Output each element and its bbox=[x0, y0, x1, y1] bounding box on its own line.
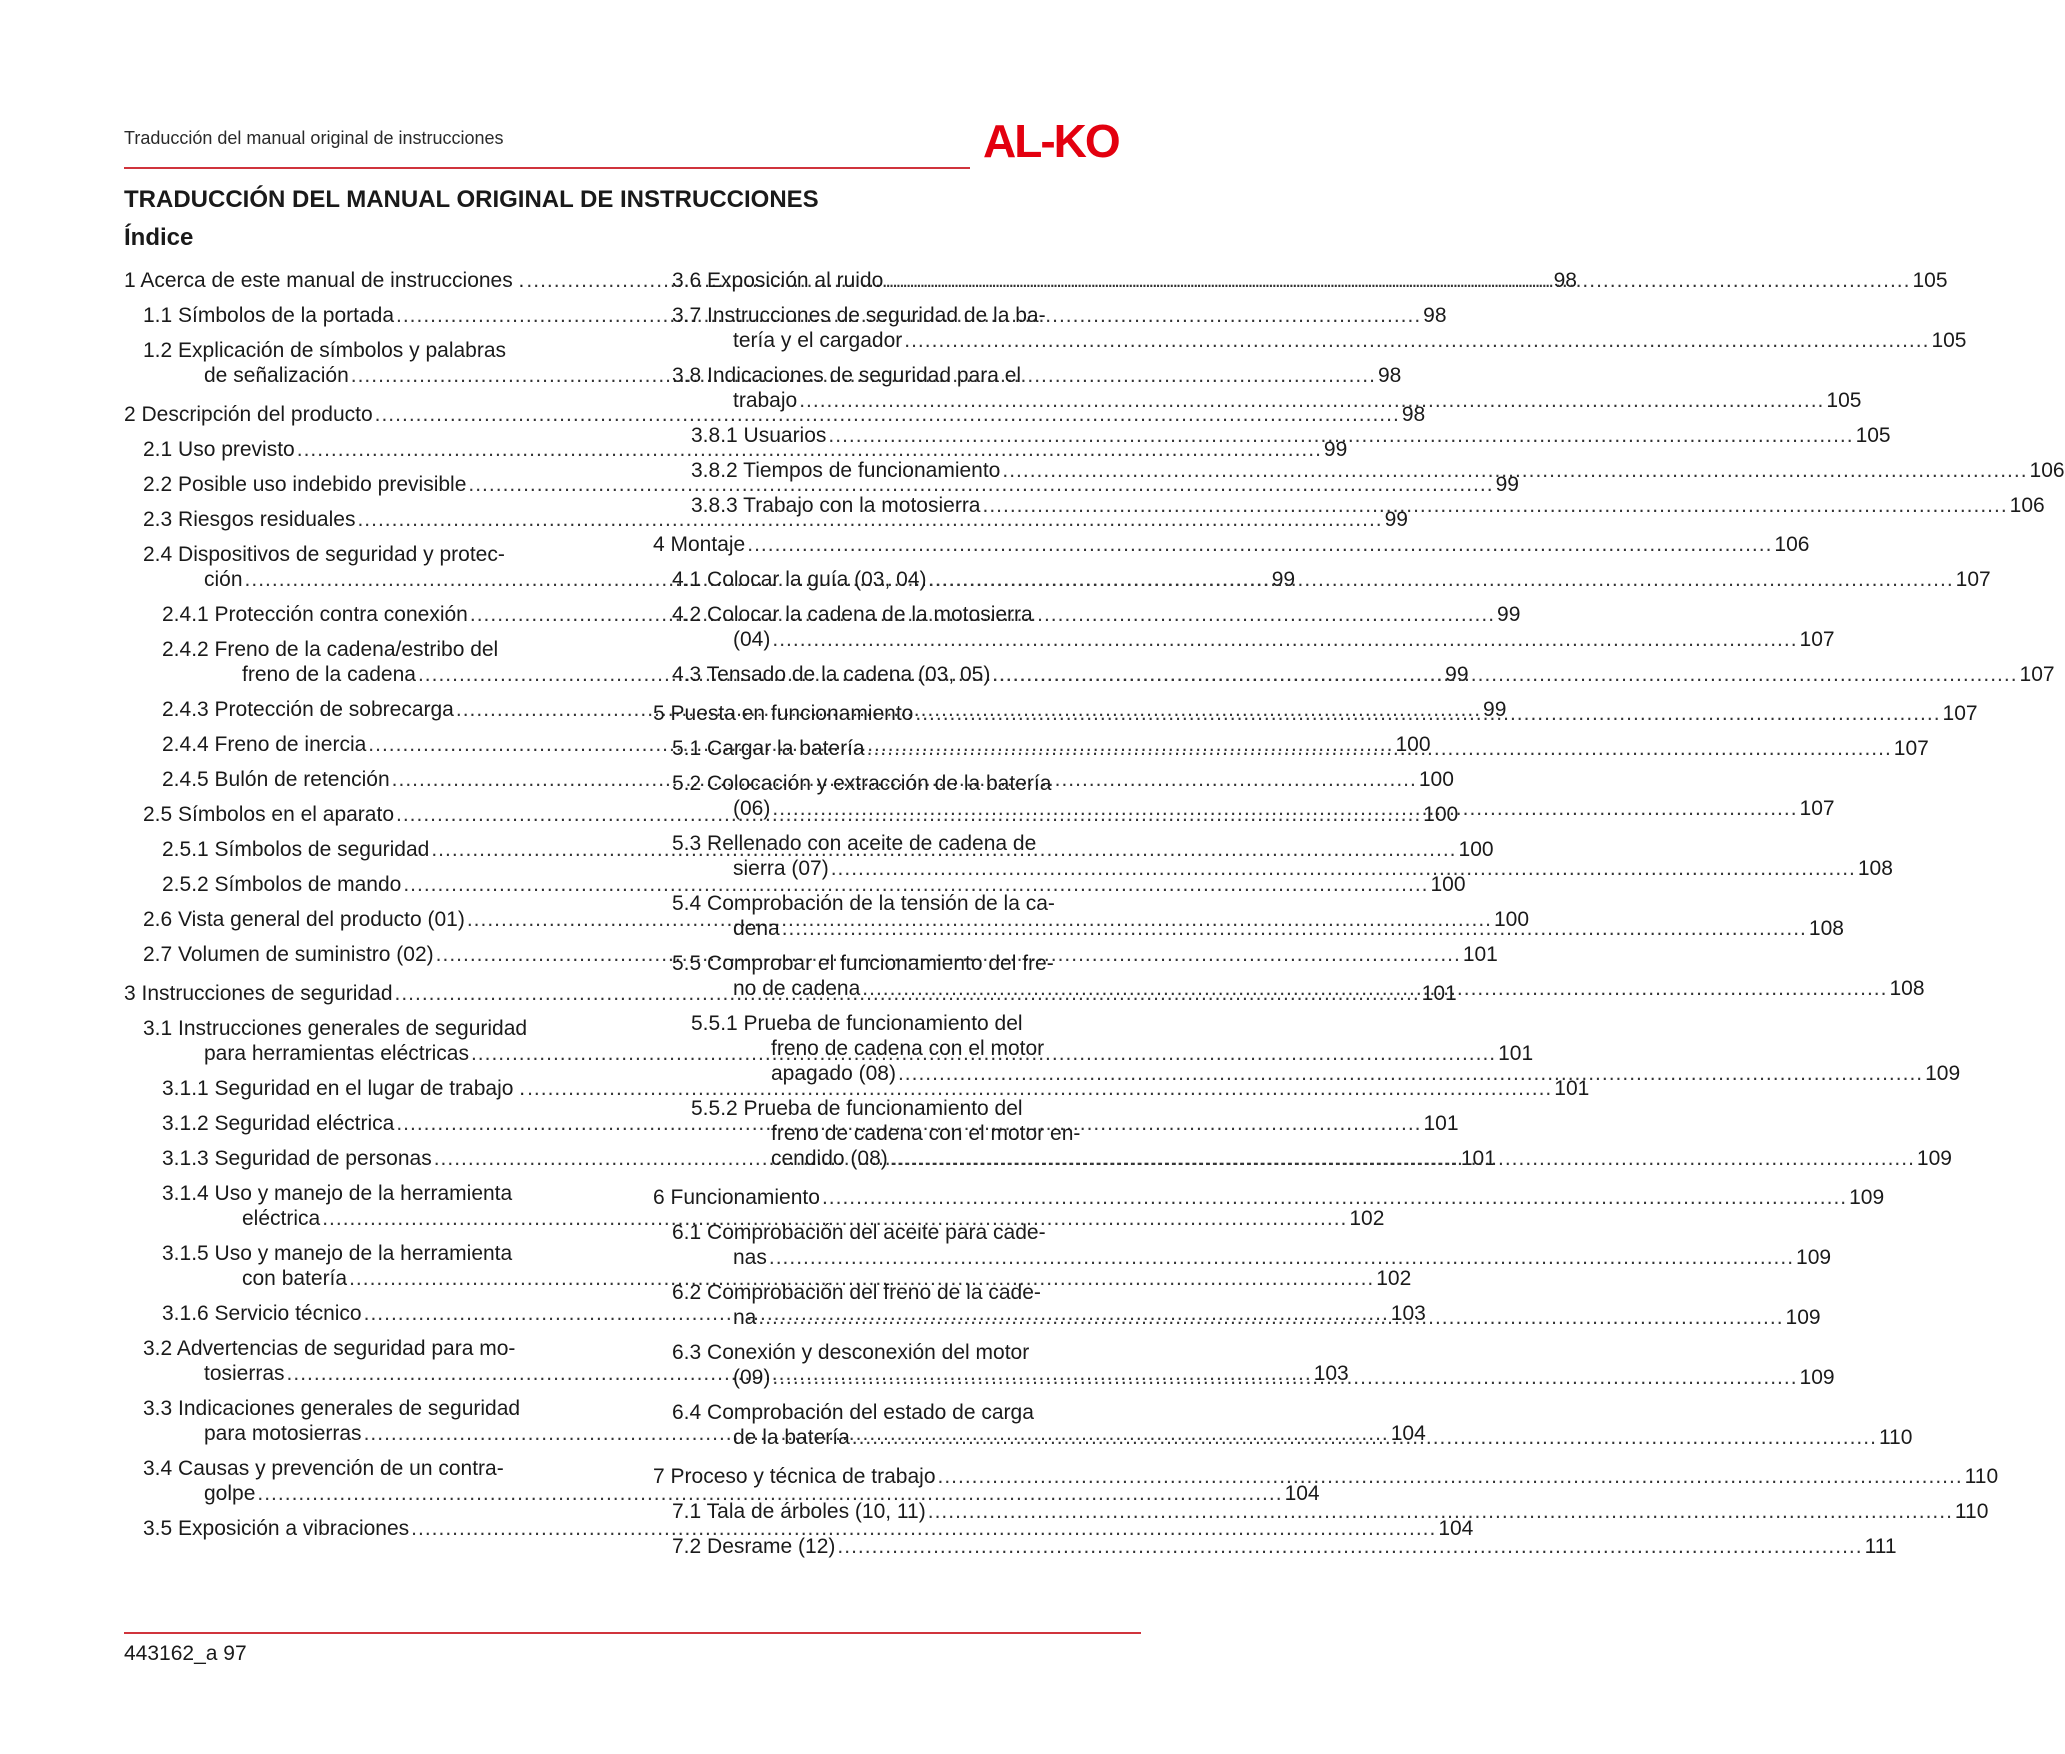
toc-page-number: 99 bbox=[1483, 698, 1507, 721]
toc-leader-dots bbox=[799, 389, 1824, 412]
toc-entry-title: 2.4.5 Bulón de retención bbox=[162, 768, 390, 791]
toc-page-number: 100 bbox=[1494, 908, 1530, 931]
toc-entry-title: 7 Proceso y técnica de trabajo bbox=[653, 1465, 936, 1488]
toc-entry-title: con batería bbox=[242, 1267, 348, 1290]
toc-entry-title: 5.4 Comprobación de la tensión de la ca- bbox=[672, 892, 1055, 915]
toc-page-number: 104 bbox=[1284, 1482, 1320, 1505]
toc-page-number: 99 bbox=[1495, 473, 1519, 496]
toc-leader-dots bbox=[772, 1366, 1797, 1389]
toc-page-number: 108 bbox=[1889, 977, 1925, 1000]
toc-leader-dots bbox=[747, 532, 1772, 557]
toc-leader-dots bbox=[822, 1185, 1847, 1210]
toc-page-number: 101 bbox=[1554, 1077, 1590, 1100]
toc-page-number: 105 bbox=[1912, 269, 1948, 292]
toc-entry-title: 2.4.3 Protección de sobrecarga bbox=[162, 698, 454, 721]
toc-entry-title: (06) bbox=[733, 797, 771, 820]
toc-entry-title: nas bbox=[733, 1246, 767, 1269]
toc-page-number: 110 bbox=[1964, 1465, 1999, 1488]
toc-page-number: 98 bbox=[1423, 304, 1447, 327]
toc-leader-dots bbox=[852, 1426, 1877, 1449]
toc-page-number: 103 bbox=[1390, 1302, 1426, 1325]
toc-page-number: 102 bbox=[1376, 1267, 1412, 1290]
footer-rule bbox=[124, 1632, 1141, 1634]
toc-page-number: 100 bbox=[1418, 768, 1454, 791]
toc-page-number: 103 bbox=[1313, 1362, 1349, 1385]
toc-entry-title: 2.7 Volumen de suministro (02) bbox=[143, 943, 434, 966]
toc-entry[interactable] bbox=[143, 472, 1519, 497]
toc-entry-title: 3.8.1 Usuarios bbox=[691, 424, 827, 447]
toc-entry-title: para motosierras bbox=[204, 1422, 362, 1445]
document-title: TRADUCCIÓN DEL MANUAL ORIGINAL DE INSTRUCCIONES bbox=[124, 186, 819, 213]
footer-doc-number: 443162_a 97 bbox=[124, 1642, 247, 1665]
toc-page-number: 101 bbox=[1462, 943, 1498, 966]
toc-leader-dots bbox=[898, 1062, 1923, 1085]
toc-leader-dots bbox=[928, 567, 1953, 592]
toc-entry[interactable] bbox=[691, 458, 2065, 483]
toc-entry-title: (09) bbox=[733, 1366, 771, 1389]
running-header: Traducción del manual original de instrucciones bbox=[124, 128, 504, 148]
toc-page-number: 106 bbox=[1774, 533, 1810, 556]
toc-leader-dots bbox=[992, 662, 2017, 687]
toc-entry-title: 5.1 Cargar la batería bbox=[672, 737, 865, 760]
toc-entry-title: 2.5.1 Símbolos de seguridad bbox=[162, 838, 430, 861]
toc-page-number: 107 bbox=[1799, 797, 1835, 820]
toc-entry-title: para herramientas eléctricas bbox=[204, 1042, 469, 1065]
toc-entry-title: 7.2 Desrame (12) bbox=[672, 1535, 836, 1558]
toc-leader-dots bbox=[983, 493, 2008, 518]
toc-entry-title: 5.5.2 Prueba de funcionamiento del bbox=[691, 1097, 1023, 1120]
toc-page-number: 99 bbox=[1271, 568, 1296, 591]
toc-entry-title: 2.4.4 Freno de inercia bbox=[162, 733, 367, 756]
toc-entry-title: 4.1 Colocar la guía (03, 04) bbox=[672, 568, 927, 591]
toc-page-number: 99 bbox=[1497, 603, 1521, 626]
toc-page-number: 108 bbox=[1857, 857, 1893, 880]
toc-page-number: 110 bbox=[1954, 1500, 1989, 1523]
toc-entry-title: freno de cadena con el motor bbox=[771, 1037, 1045, 1060]
toc-entry-title: eléctrica bbox=[242, 1207, 321, 1230]
toc-entry-title: 3.1 Instrucciones generales de seguridad bbox=[143, 1017, 528, 1040]
toc-entry-title: 3.4 Causas y prevención de un contra- bbox=[143, 1457, 504, 1480]
toc-page-number: 105 bbox=[1931, 329, 1967, 352]
toc-leader-dots bbox=[890, 1147, 1915, 1170]
toc-entry-title: 3.1.5 Uso y manejo de la herramienta bbox=[162, 1242, 513, 1265]
toc-entry-title: 3.5 Exposición a vibraciones bbox=[143, 1517, 410, 1540]
toc-leader-dots bbox=[928, 1499, 1953, 1524]
toc-page-number: 109 bbox=[1799, 1366, 1835, 1389]
toc-entry-title: 4 Montaje bbox=[653, 533, 746, 556]
toc-entry-title: 3.7 Instrucciones de seguridad de la ba- bbox=[672, 304, 1046, 327]
toc-entry-title: 5 Puesta en funcionamiento bbox=[653, 702, 914, 725]
toc-entry-title: cendido (08) bbox=[771, 1147, 888, 1170]
toc-page-number: 106 bbox=[2029, 459, 2065, 482]
toc-entry-title: apagado (08) bbox=[771, 1062, 896, 1085]
toc-entry-title: 3.1.6 Servicio técnico bbox=[162, 1302, 362, 1325]
brand-logo: AL-KO bbox=[983, 115, 1119, 167]
toc-leader-dots bbox=[831, 857, 1856, 880]
toc-entry-title: (04) bbox=[733, 628, 771, 651]
toc-entry-title: 3.1.1 Seguridad en el lugar de trabajo . bbox=[162, 1077, 526, 1100]
index-heading: Índice bbox=[124, 224, 194, 251]
toc-entry-title: de la batería bbox=[733, 1426, 850, 1449]
toc-page-number: 104 bbox=[1390, 1422, 1426, 1445]
toc-page-number: 107 bbox=[1799, 628, 1835, 651]
toc-page-number: 98 bbox=[1553, 269, 1577, 292]
toc-entry[interactable] bbox=[691, 423, 1891, 448]
toc-leader-dots bbox=[904, 329, 1929, 352]
toc-entry-title: sierra (07) bbox=[733, 857, 829, 880]
toc-leader-dots bbox=[915, 701, 1940, 726]
toc-entry-title: 2.4.1 Protección contra conexión bbox=[162, 603, 468, 626]
toc-entry-title: ción bbox=[204, 568, 243, 591]
toc-entry-title: 5.3 Rellenado con aceite de cadena de bbox=[672, 832, 1037, 855]
toc-entry-title: na bbox=[733, 1306, 757, 1329]
toc-page-number: 107 bbox=[1893, 737, 1929, 760]
toc-entry-title: 6.1 Comprobación del aceite para cade- bbox=[672, 1221, 1046, 1244]
toc-leader-dots bbox=[867, 736, 1892, 761]
toc-entry-title: freno de cadena con el motor en- bbox=[771, 1122, 1081, 1145]
toc-entry-title: 6.3 Conexión y desconexión del motor bbox=[672, 1341, 1030, 1364]
toc-entry-title: 3.3 Indicaciones generales de seguridad bbox=[143, 1397, 521, 1420]
toc-entry-title: 6.2 Comprobación del freno de la cade- bbox=[672, 1281, 1041, 1304]
toc-page-number: 101 bbox=[1423, 1112, 1459, 1135]
toc-entry-title: 3.1.3 Seguridad de personas bbox=[162, 1147, 432, 1170]
toc-entry-title: tería y el cargador bbox=[733, 329, 903, 352]
toc-entry[interactable] bbox=[653, 1185, 1885, 1210]
toc-entry[interactable] bbox=[653, 532, 1810, 557]
toc-entry-title: golpe bbox=[204, 1482, 256, 1505]
toc-page-number: 100 bbox=[1430, 873, 1466, 896]
toc-page-number: 109 bbox=[1925, 1062, 1961, 1085]
toc-page-number: 99 bbox=[1445, 663, 1469, 686]
toc-entry[interactable] bbox=[124, 402, 1426, 427]
toc-entry-title: 2.2 Posible uso indebido previsible bbox=[143, 473, 467, 496]
toc-entry[interactable] bbox=[143, 1516, 1474, 1541]
toc-entry-title: trabajo bbox=[733, 389, 798, 412]
toc-page-number: 101 bbox=[1421, 982, 1457, 1005]
toc-page-number: 105 bbox=[1855, 424, 1891, 447]
toc-entry-title: 2.4 Dispositivos de seguridad y protec- bbox=[143, 543, 505, 566]
toc-entry-title: de señalización bbox=[204, 364, 349, 387]
toc-leader-dots bbox=[862, 977, 1887, 1000]
toc-leader-dots bbox=[758, 1306, 1783, 1329]
toc-leader-dots bbox=[885, 268, 1910, 293]
toc-page-number: 111 bbox=[1864, 1535, 1897, 1558]
toc-entry-title: 2.5 Símbolos en el aparato bbox=[143, 803, 394, 826]
toc-entry[interactable] bbox=[162, 872, 1466, 897]
toc-entry-title: 2.6 Vista general del producto (01) bbox=[143, 908, 465, 931]
toc-page-number: 100 bbox=[1395, 733, 1431, 756]
toc-entry-title: 5.2 Colocación y extracción de la batería bbox=[672, 772, 1052, 795]
toc-entry[interactable] bbox=[162, 1076, 1590, 1101]
toc-entry-title: dena bbox=[733, 917, 780, 940]
toc-entry-title: 3.1.4 Uso y manejo de la herramienta bbox=[162, 1182, 513, 1205]
toc-entry-title: 3.2 Advertencias de seguridad para mo- bbox=[143, 1337, 516, 1360]
toc-page-number: 106 bbox=[2009, 494, 2045, 517]
toc-leader-dots bbox=[782, 917, 1807, 940]
toc-entry-title: 3.8.2 Tiempos de funcionamiento bbox=[691, 459, 1001, 482]
toc-entry[interactable] bbox=[653, 1464, 1999, 1489]
toc-page-number: 102 bbox=[1349, 1207, 1385, 1230]
toc-page-number: 98 bbox=[1377, 364, 1402, 387]
toc-entry-title: 3.8 Indicaciones de seguridad para el bbox=[672, 364, 1022, 387]
toc-entry-title: 2.1 Uso previsto bbox=[143, 438, 295, 461]
toc-entry-title: 2.5.2 Símbolos de mando bbox=[162, 873, 402, 896]
toc-entry-title: 6 Funcionamiento bbox=[653, 1186, 820, 1209]
toc-page-number: 99 bbox=[1384, 508, 1408, 531]
toc-entry-title: 3 Instrucciones de seguridad bbox=[124, 982, 393, 1005]
toc-entry-title: 2 Descripción del producto bbox=[124, 403, 373, 426]
toc-entry-title: 2.4.2 Freno de la cadena/estribo del bbox=[162, 638, 499, 661]
toc-leader-dots bbox=[772, 797, 1797, 820]
toc-page-number: 108 bbox=[1808, 917, 1844, 940]
toc-page-number: 100 bbox=[1458, 838, 1494, 861]
toc-page-number: 104 bbox=[1438, 1517, 1474, 1540]
toc-entry-title: 7.1 Tala de árboles (10, 11) bbox=[672, 1500, 926, 1523]
toc-page-number: 100 bbox=[1423, 803, 1459, 826]
toc-page-number: 109 bbox=[1796, 1246, 1832, 1269]
toc-entry-title: 4.2 Colocar la cadena de la motosierra bbox=[672, 603, 1033, 626]
toc-entry-title: freno de la cadena bbox=[242, 663, 416, 686]
toc-entry-title: 2.3 Riesgos residuales bbox=[143, 508, 356, 531]
toc-page-number: 99 bbox=[1323, 438, 1348, 461]
toc-entry[interactable] bbox=[672, 1534, 1897, 1559]
toc-entry[interactable] bbox=[143, 507, 1408, 532]
toc-page-number: 110 bbox=[1878, 1426, 1913, 1449]
toc-entry-title: 5.5.1 Prueba de funcionamiento del bbox=[691, 1012, 1023, 1035]
toc-entry[interactable] bbox=[691, 493, 2045, 518]
toc-entry[interactable] bbox=[143, 437, 1348, 462]
toc-page-number: 107 bbox=[2019, 663, 2055, 686]
toc-leader-dots bbox=[938, 1464, 1963, 1489]
toc-entry[interactable] bbox=[672, 1220, 1832, 1270]
toc-page-number: 105 bbox=[1826, 389, 1862, 412]
toc-entry-title: tosierras bbox=[204, 1362, 285, 1385]
toc-leader-dots bbox=[769, 1246, 1794, 1269]
toc-entry-title: 4.3 Tensado de la cadena (03, 05) bbox=[672, 663, 991, 686]
toc-entry-title: no de cadena bbox=[733, 977, 861, 1000]
toc-page-number: 101 bbox=[1498, 1042, 1534, 1065]
toc-page-number: 109 bbox=[1785, 1306, 1821, 1329]
toc-entry-title: 3.6 Exposición al ruido bbox=[672, 269, 884, 292]
toc-entry-title: 1 Acerca de este manual de instrucciones . bbox=[124, 269, 525, 292]
toc-page-number: 109 bbox=[1916, 1147, 1952, 1170]
toc-leader-dots bbox=[772, 628, 1797, 651]
toc-entry-title: 6.4 Comprobación del estado de carga bbox=[672, 1401, 1034, 1424]
toc-page-number: 101 bbox=[1460, 1147, 1496, 1170]
toc-leader-dots bbox=[828, 423, 1853, 448]
toc-leader-dots bbox=[837, 1534, 1862, 1559]
toc-entry-title: 3.1.2 Seguridad eléctrica bbox=[162, 1112, 395, 1135]
toc-page-number: 107 bbox=[1955, 568, 1991, 591]
toc-entry-title: 1.2 Explicación de símbolos y palabras bbox=[143, 339, 507, 362]
toc-entry-title: 5.5 Comprobar el funcionamiento del fre- bbox=[672, 952, 1054, 975]
toc-page-number: 98 bbox=[1401, 403, 1426, 426]
toc-page-number: 107 bbox=[1942, 702, 1978, 725]
header-rule bbox=[124, 167, 970, 169]
toc-page-number: 109 bbox=[1849, 1186, 1885, 1209]
toc-entry-title: 3.8.3 Trabajo con la motosierra bbox=[691, 494, 981, 517]
toc-leader-dots bbox=[1002, 458, 2027, 483]
toc-entry-title: 1.1 Símbolos de la portada bbox=[143, 304, 394, 327]
toc-entry[interactable] bbox=[672, 1499, 1989, 1524]
